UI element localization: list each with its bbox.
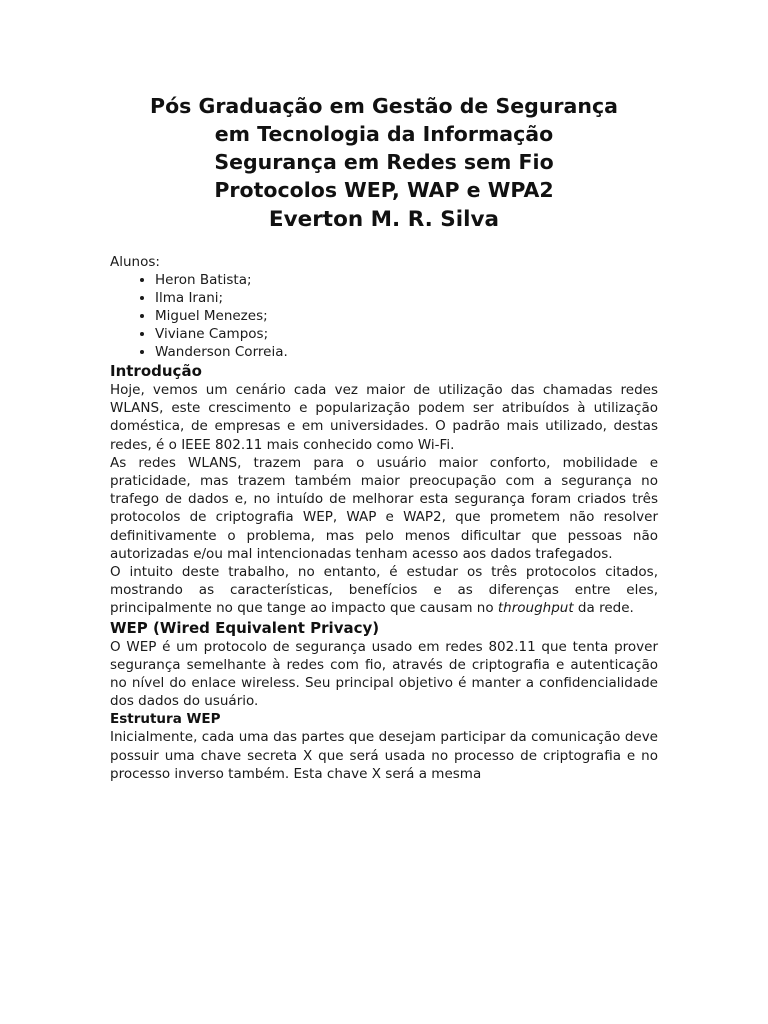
title-line-1: Pós Graduação em Gestão de Segurança [150,94,618,118]
wep-structure-heading: Estrutura WEP [110,711,221,728]
intro-paragraph-3-emphasis: throughput [497,600,574,617]
intro-heading: Introdução [110,362,202,380]
intro-paragraph-1: Hoje, vemos um cenário cada vez maior de utilização das chamadas redes WLANS, este crescimento e popularização podem ser atribuídos à utilização doméstica, de empresas e em universidades. O padrão mais utilizado, destas redes, é o IEEE 802.11 mais conhecido como Wi-Fi. [110,382,658,453]
intro-paragraph-3-text-a: O intuito deste trabalho, no entanto, é estudar os três protocolos citados, mostrando as características, benefícios e as diferenças entre eles, principalmente no que tange ao impacto que causam no [110,564,658,617]
students-section [110,253,658,361]
wep-paragraph-2: Inicialmente, cada uma das partes que desejam participar da comunicação deve possuir uma chave secreta X que será usada no processo de criptografia e no processo inverso também. Esta chave X será a mesma [110,729,658,782]
students-list [110,271,658,361]
student-item: • Ilma Irani; [155,289,658,307]
students-label: Alunos: [110,254,160,270]
author-name: Everton M. R. Silva [268,207,500,232]
student-item: • Miguel Menezes; [155,307,658,325]
wep-paragraph-1: O WEP é um protocolo de segurança usado em redes 802.11 que tenta prover segurança semelhante à redes com fio, através de criptografia e autenticação no nível do enlace wireless. Seu principal objetivo é manter a confidencialidade dos dados do usuário. [110,638,658,710]
student-item: • Viviane Campos; [155,325,658,343]
student-item: • Heron Batista; [155,271,658,289]
title-line-3: Segurança em Redes sem Fio [214,150,554,174]
title-line-2: em Tecnologia da Informação [214,122,554,146]
wep-heading: WEP (Wired Equivalent Privacy) [110,618,380,637]
document-page [110,92,658,783]
intro-paragraph-2: As redes WLANS, trazem para o usuário maior conforto, mobilidade e praticidade, mas trazem também maior preocupação com a segurança no trafego de dados e, no intuído de melhorar esta segurança foram criados três protocolos de criptografia WEP, WAP e WAP2, que prometem não resolver definitivamente o problema, mas pelo menos dificultar que pessoas não autorizadas e/ou mal intencionadas tenham acesso aos dados trafegados. [110,454,658,562]
intro-paragraph-3-text-b: da rede. [573,600,634,617]
title-line-4: Protocolos WEP, WAP e WPA2 [214,178,554,202]
student-item: • Wanderson Correia. [155,343,658,361]
document-title [110,92,658,235]
intro-paragraph-3 [110,563,658,618]
